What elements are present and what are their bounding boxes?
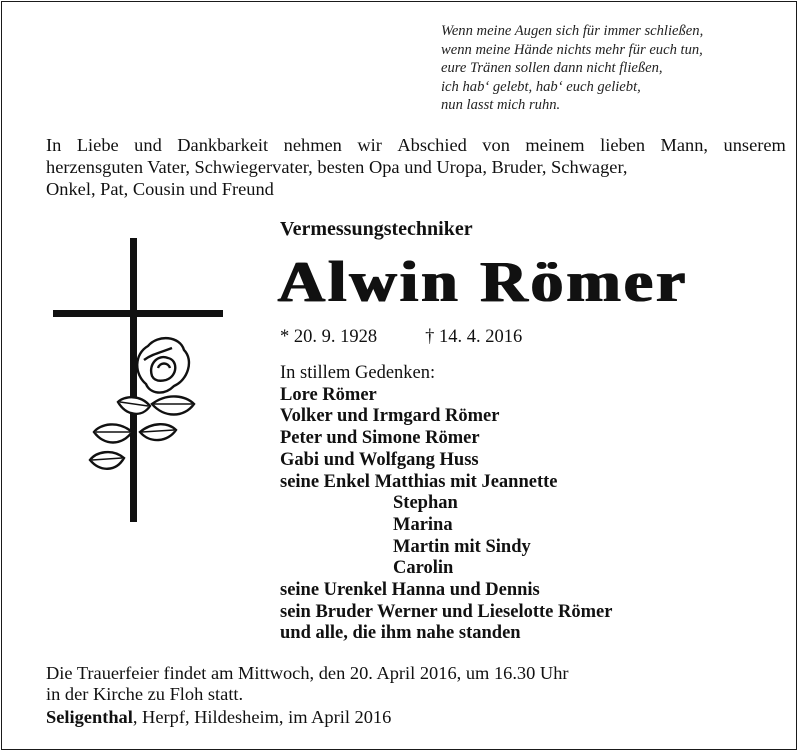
mourner: Peter und Simone Römer: [280, 428, 480, 449]
intro-word: wir: [357, 135, 382, 155]
intro-line: [46, 134, 786, 156]
grandchild: Stephan: [393, 493, 458, 514]
poem-line: nun lasst mich ruhn.: [441, 97, 561, 114]
poem-line: ich hab‘ gelebt, hab‘ euch geliebt,: [441, 78, 641, 95]
intro-word: von: [482, 135, 510, 155]
death-date: † 14. 4. 2016: [425, 327, 523, 347]
life-dates: [280, 327, 522, 348]
funeral-line: Die Trauerfeier findet am Mittwoch, den 20. April 2016, um 16.30 Uhr: [46, 663, 569, 683]
grandchild: Carolin: [393, 558, 454, 579]
mourners-list: [280, 363, 612, 645]
intro-word: Mann,: [660, 135, 709, 155]
poem-line: eure Tränen sollen dann nicht fließen,: [441, 60, 663, 77]
mourner: sein Bruder Werner und Lieselotte Römer: [280, 601, 613, 622]
poem-line: wenn meine Hände nichts mehr für euch tun,: [441, 41, 703, 58]
mourner: Gabi und Wolfgang Huss: [280, 449, 479, 470]
intro-line: Onkel, Pat, Cousin und Freund: [46, 179, 274, 199]
poem-line: Wenn meine Augen sich für immer schließen,: [441, 23, 704, 39]
intro-word: unserem: [723, 135, 786, 155]
mourner: seine Urenkel Hanna und Dennis: [280, 580, 540, 601]
place-rest: , Herpf, Hildesheim, im April 2016: [132, 707, 392, 727]
funeral-info: [46, 663, 569, 705]
intro-word: In: [46, 135, 62, 155]
deceased-name: Alwin Römer: [278, 249, 689, 314]
intro-word: Liebe: [76, 135, 119, 155]
poem: [441, 22, 781, 115]
intro-text: [46, 134, 786, 200]
intro-line: herzensguten Vater, Schwiegervater, besten Opa und Uropa, Bruder, Schwager,: [46, 157, 628, 177]
mourners-heading: In stillem Gedenken:: [280, 363, 436, 383]
cross-with-rose-icon: [48, 236, 228, 528]
grandchild: Marina: [393, 514, 453, 535]
profession: Vermessungstechniker: [280, 218, 473, 240]
grandchild: Martin mit Sindy: [393, 536, 531, 557]
place-town: Seligenthal: [46, 707, 133, 727]
intro-word: Dankbarkeit: [177, 135, 269, 155]
birth-date: * 20. 9. 1928: [280, 327, 378, 347]
intro-word: nehmen: [283, 135, 342, 155]
mourner: seine Enkel Matthias mit Jeannette: [280, 471, 558, 492]
mourner: Volker und Irmgard Römer: [280, 406, 500, 427]
intro-word: und: [134, 135, 162, 155]
mourner: Lore Römer: [280, 384, 377, 405]
mourner: und alle, die ihm nahe standen: [280, 623, 521, 644]
intro-word: lieben: [600, 135, 646, 155]
intro-word: meinem: [525, 135, 585, 155]
place-and-date: [46, 707, 391, 728]
funeral-line: in der Kirche zu Floh statt.: [46, 684, 244, 704]
intro-word: Abschied: [397, 135, 467, 155]
